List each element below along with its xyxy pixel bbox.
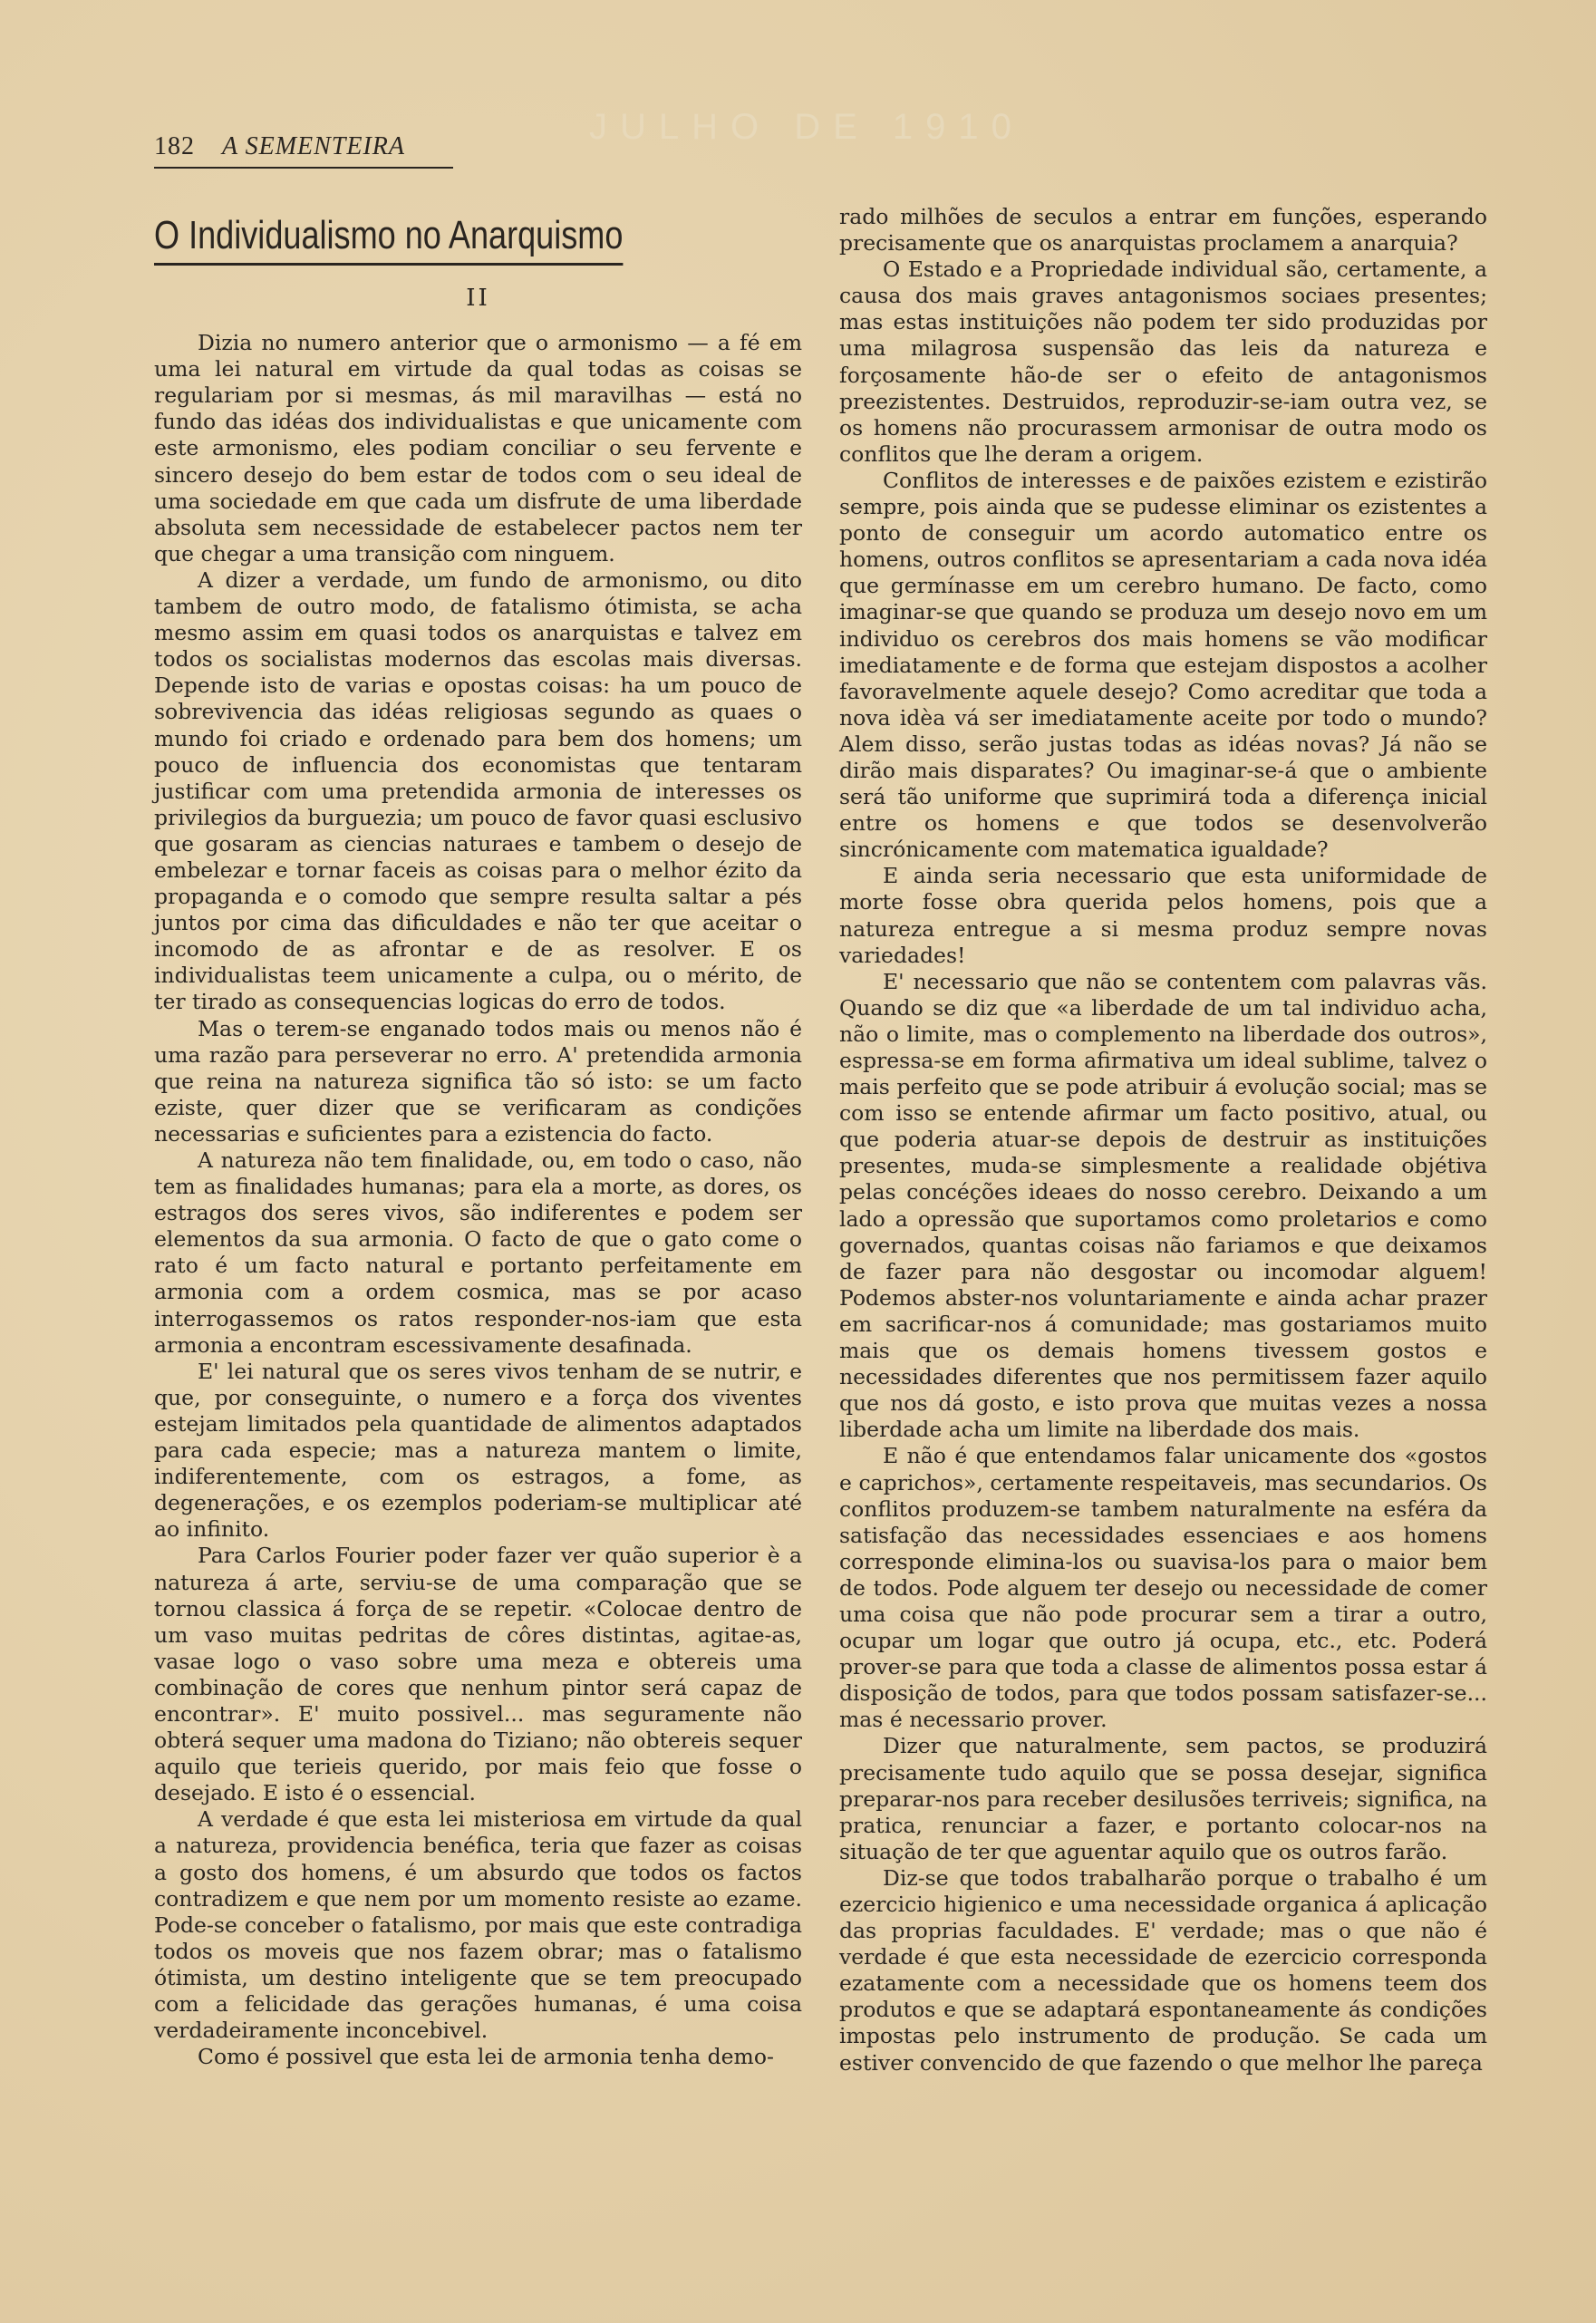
paragraph: E ainda seria necessario que esta uniformidade de morte fosse obra querida pelos homens, pois que a natureza entregue a si mesma produz sempre novas variedades! (839, 863, 1487, 968)
paragraph: Diz-se que todos trabalharão porque o trabalho é um ezercicio higienico e uma necessidade organica á aplicação das proprias faculdades. E' verdade; mas o que não é verdade é que esta necessidade de ezercicio corresponda ezatamente com a necessidade que os homens teem dos produtos e que se adaptará espontaneamente ás condições impostas pelo instrumento de produção. Se cada um estiver convencido de que fazendo o que melhor lhe pareça (839, 1864, 1487, 2076)
paragraph: Mas o terem-se enganado todos mais ou menos não é uma razão para perseverar no erro. A' pretendida armonia que reina na natureza significa tão só isto: se um facto eziste, quer dizer que se verificaram as condições necessarias e suficientes para a ezistencia do facto. (154, 1015, 802, 1147)
paragraph-continued: rado milhões de seculos a entrar em funções, esperando precisamente que os anarquistas proclamem a anarquia? (839, 204, 1487, 256)
page-header (154, 132, 453, 169)
right-column (839, 204, 1487, 2076)
paragraph: E' necessario que não se contentem com palavras vãs. Quando se diz que «a liberdade de um tal individuo acha, não o limite, mas o complemento na liberdade dos outros», espressa-se em forma afirmativa um ideal sublime, talvez o mais perfeito que se pode atribuir á evolução social; mas se com isso se entende afirmar um facto positivo, atual, ou que poderia atuar-se depois de destruir as instituições presentes, muda-se simplesmente a realidade objétiva pelas concéções ideaes do nosso cerebro. Deixando a um lado a opressão que suportamos como proletarios e como governados, quantas coisas não fariamos e que deixamos de fazer para não desgostar ou incomodar alguem! Podemos abster-nos voluntariamente e ainda achar prazer em sacrificar-nos á comunidade; mas gostariamos muito mais que os demais homens tivessem gostos e necessidades diferentes que nos permitissem fazer aquilo que nos dá gosto, e isto prova que muitas vezes a nossa liberdade acha um limite na liberdade dos mais. (839, 968, 1487, 1443)
part-number: II (466, 285, 490, 312)
paragraph: A verdade é que esta lei misteriosa em virtude da qual a natureza, providencia benéfica, teria que fazer as coisas a gosto dos homens, é um absurdo que todos os factos contradizem e que nem por um momento resiste ao ezame. Pode-se conceber o fatalismo, por mais que este contradiga todos os moveis que nos fazem obrar; mas o fatalismo ótimista, um destino inteligente que se tem preocupado com a felicidade das gerações humanas, é uma coisa verdadeiramente inconcebivel. (154, 1806, 802, 2044)
journal-title: A SEMENTEIRA (222, 132, 406, 160)
paragraph: E não é que entendamos falar unicamente dos «gostos e caprichos», certamente respeitaveis, mas secundarios. Os conflitos produzem-se tambem naturalmente na esféra da satisfação das necessidades essenciaes e aos homens corresponde elimina-los ou suavisa-los para o maior bem de todos. Pode alguem ter desejo ou necessidade de comer uma coisa que não pode procurar sem a tirar a outro, ocupar um logar que outro já ocupa, etc., etc. Poderá prover-se para que toda a classe de alimentos possa estar á disposição de todos, para que todos possam satisfazer-se... mas é necessario prover. (839, 1443, 1487, 1733)
paragraph: Conflitos de interesses e de paixões ezistem e ezistirão sempre, pois ainda que se pudesse eliminar os ezistentes a ponto de conseguir um acordo automatico entre os homens, outros conflitos se apresentariam a cada nova idéa que germínasse em um cerebro humano. De facto, como imaginar-se que quando se produza um desejo novo em um individuo os cerebros dos mais homens se vão modificar imediatamente e de forma que estejam dispostos a acolher favoravelmente aquele desejo? Como acreditar que toda a nova idèa vá ser imediatamente aceite por todo o mundo? Alem disso, serão justas todas as idéas novas? Já não se dirão mais disparates? Ou imaginar-se-á que o ambiente será tão uniforme que suprimirá toda a diferença inicial entre os homens e que todos se desenvolverão sincrónicamente com matematica igualdade? (839, 467, 1487, 863)
paragraph: Como é possivel que esta lei de armonia tenha demo- (198, 2044, 774, 2070)
paragraph: Para Carlos Fourier poder fazer ver quão superior è a natureza á arte, serviu-se de uma comparação que se tornou classica á força de se repetir. «Colocae dentro de um vaso muitas pedritas de côres distintas, agitae-as, vasae logo o vaso sobre uma meza e obtereis uma combinação de cores que nenhum pintor será capaz de encontrar». E' muito possivel... mas seguramente não obterá sequer uma madona do Tiziano; não obtereis sequer aquilo que terieis querido, por mais feio que fosse o desejado. E isto é o essencial. (154, 1543, 802, 1806)
paragraph: O Estado e a Propriedade individual são, certamente, a causa dos mais graves antagonismos sociaes presentes; mas estas instituições não podem ter sido produzidas por uma milagrosa suspensão das leis da natureza e forçosamente hão-de ser o efeito de antagonismos preezistentes. Destruidos, reproduzir-se-iam outra vez, se os homens não procurassem armonisar de outra modo os conflitos que lhe deram a origem. (839, 256, 1487, 467)
paragraph: A natureza não tem finalidade, ou, em todo o caso, não tem as finalidades humanas; para ela a morte, as dores, os estragos dos seres vivos, são indiferentes e podem ser elementos da sua armonia. O facto de que o gato come o rato é um facto natural e portanto perfeitamente em armonia com a ordem cosmica, mas se por acaso interrogassemos os ratos responder-nos-iam que esta armonia a encontram escessivamente desafinada. (154, 1147, 802, 1358)
paragraph: A dizer a verdade, um fundo de armonismo, ou dito tambem de outro modo, de fatalismo ótimista, se acha mesmo assim em quasi todos os anarquistas e talvez em todos os socialistas modernos das escolas mais diversas. Depende isto de varias e opostas coisas: ha um pouco de sobrevivencia das idéas religiosas segundo as quaes o mundo foi criado e ordenado para bem dos homens; um pouco de influencia dos economistas que tentaram justificar com uma pretendida armonia de interesses os privilegios da burguezia; um pouco de favor quasi esclusivo que gosaram as ciencias naturaes e tambem o desejo de embelezar e tornar faceis as coisas para o melhor ézito da propaganda e o comodo que sempre resulta saltar a pés juntos por cima das dificuldades e não ter que aceitar o incomodo de as afrontar e de as resolver. E os individualistas teem unicamente a culpa, ou o mérito, de ter tirado as consequencias logicas do erro de todos. (154, 566, 802, 1015)
left-column (154, 204, 802, 2070)
page-number: 182 (154, 132, 195, 160)
article-title: O Individualismo no Anarquismo (154, 210, 623, 266)
paragraph: Dizer que naturalmente, sem pactos, se produzirá precisamente tudo aquilo que se possa desejar, significa preparar-nos para receber desilusões terriveis; significa, na pratica, renunciar a fazer, e portanto colocar-nos na situação de ter que aguentar aquilo que os outros farão. (839, 1733, 1487, 1864)
masthead-watermark: JULHO DE 1910 (589, 107, 1024, 147)
paragraph: Dizia no numero anterior que o armonismo — a fé em uma lei natural em virtude da qual todas as coisas se regulariam por si mesmas, ás mil maravilhas — está no fundo das idéas dos individualistas e que unicamente com este armonismo, eles podiam conciliar o seu fervente e sincero desejo do bem estar de todos com o seu ideal de uma sociedade em que cada um disfrute de uma liberdade absoluta sem necessidade de estabelecer pactos nem ter que chegar a uma transição com ninguem. (154, 330, 802, 566)
paragraph: E' lei natural que os seres vivos tenham de se nutrir, e que, por conseguinte, o numero e a força dos viventes estejam limitados pela quantidade de alimentos adaptados para cada especie; mas a natureza mantem o limite, indiferentemente, com os estragos, a fome, as degenerações, e os ezemplos poderiam-se multiplicar até ao infinito. (154, 1358, 802, 1543)
